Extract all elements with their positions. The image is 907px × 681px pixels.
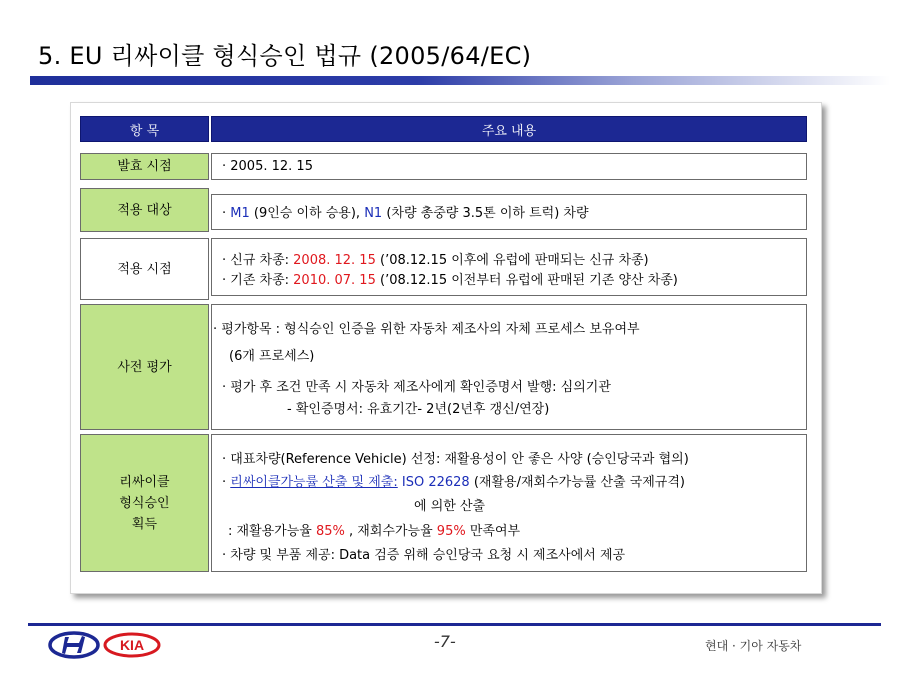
company-name: 현대 · 기아 자동차 xyxy=(705,639,802,653)
recycle-line1: · 대표차량(Reference Vehicle) 선정: 재활용성이 안 좋은 사양 (승인당국과 협의) xyxy=(222,452,689,467)
m1-text: M1 xyxy=(230,206,250,221)
target-value: · M1 (9인승 이하 승용), N1 (차량 총중량 3.5톤 이하 트럭) 차량 xyxy=(222,206,589,221)
header-content: 주요 내용 xyxy=(211,116,807,142)
n1-text: N1 xyxy=(364,206,383,221)
iso-standard-text: ISO 22628 xyxy=(397,475,470,490)
pre-eval-line1: · 평가항목 : 형식승인 인증을 위한 자동차 제조사의 자체 프로세스 보유여부 xyxy=(213,322,640,337)
pre-eval-line4: - 확인증명서: 유효기간- 2년(2년후 갱신/연장) xyxy=(287,402,550,417)
header-item: 항 목 xyxy=(80,116,209,142)
pre-eval-line2: (6개 프로세스) xyxy=(229,349,315,364)
label-apply-date: 적용 시점 xyxy=(80,238,209,300)
recycle-line5: · 차량 및 부품 제공: Data 검증 위해 승인당국 요청 시 제조사에서 제공 xyxy=(222,548,626,563)
footer-divider xyxy=(28,623,881,626)
svg-text:KIA: KIA xyxy=(119,637,145,653)
recycle-submission-link[interactable]: 리싸이클가능률 산출 및 제출: xyxy=(230,475,398,490)
effective-date-value: · 2005. 12. 15 xyxy=(222,159,313,174)
recycle-line3: 에 의한 산출 xyxy=(414,499,486,514)
recyclability-rate: 85% xyxy=(316,524,345,539)
kia-logo-icon xyxy=(103,632,161,658)
existing-model-date: 2010. 07. 15 xyxy=(293,273,376,288)
recoverability-rate: 95% xyxy=(436,524,466,539)
apply-date-new: · 신규 차종: 2008. 12. 15 (’08.12.15 이후에 유럽에 판매되는 신규 차종) xyxy=(222,253,649,268)
label-recycle: 리싸이클 형식승인 획득 xyxy=(80,434,209,572)
page-number: -7- xyxy=(434,632,456,651)
title-underline-bar xyxy=(30,76,890,85)
recycle-line4: : 재활용가능율 85% , 재회수가능율 95% 만족여부 xyxy=(228,524,521,539)
pre-eval-line3: · 평가 후 조건 만족 시 자동차 제조사에게 확인증명서 발행: 심의기관 xyxy=(222,380,611,395)
apply-date-existing: · 기존 차종: 2010. 07. 15 (’08.12.15 이전부터 유럽에 판매된 기존 양산 차종) xyxy=(222,273,678,288)
new-model-date: 2008. 12. 15 xyxy=(293,253,376,268)
label-effective-date: 발효 시점 xyxy=(80,153,209,180)
label-pre-eval: 사전 평가 xyxy=(80,304,209,430)
hyundai-logo-icon xyxy=(48,631,100,659)
label-target: 적용 대상 xyxy=(80,188,209,232)
recycle-line2: · 리싸이클가능률 산출 및 제출: ISO 22628 (재활용/재회수가능률 산출 국제규격) xyxy=(222,475,685,490)
page-title: 5. EU 리싸이클 형식승인 법규 (2005/64/EC) xyxy=(38,42,532,70)
